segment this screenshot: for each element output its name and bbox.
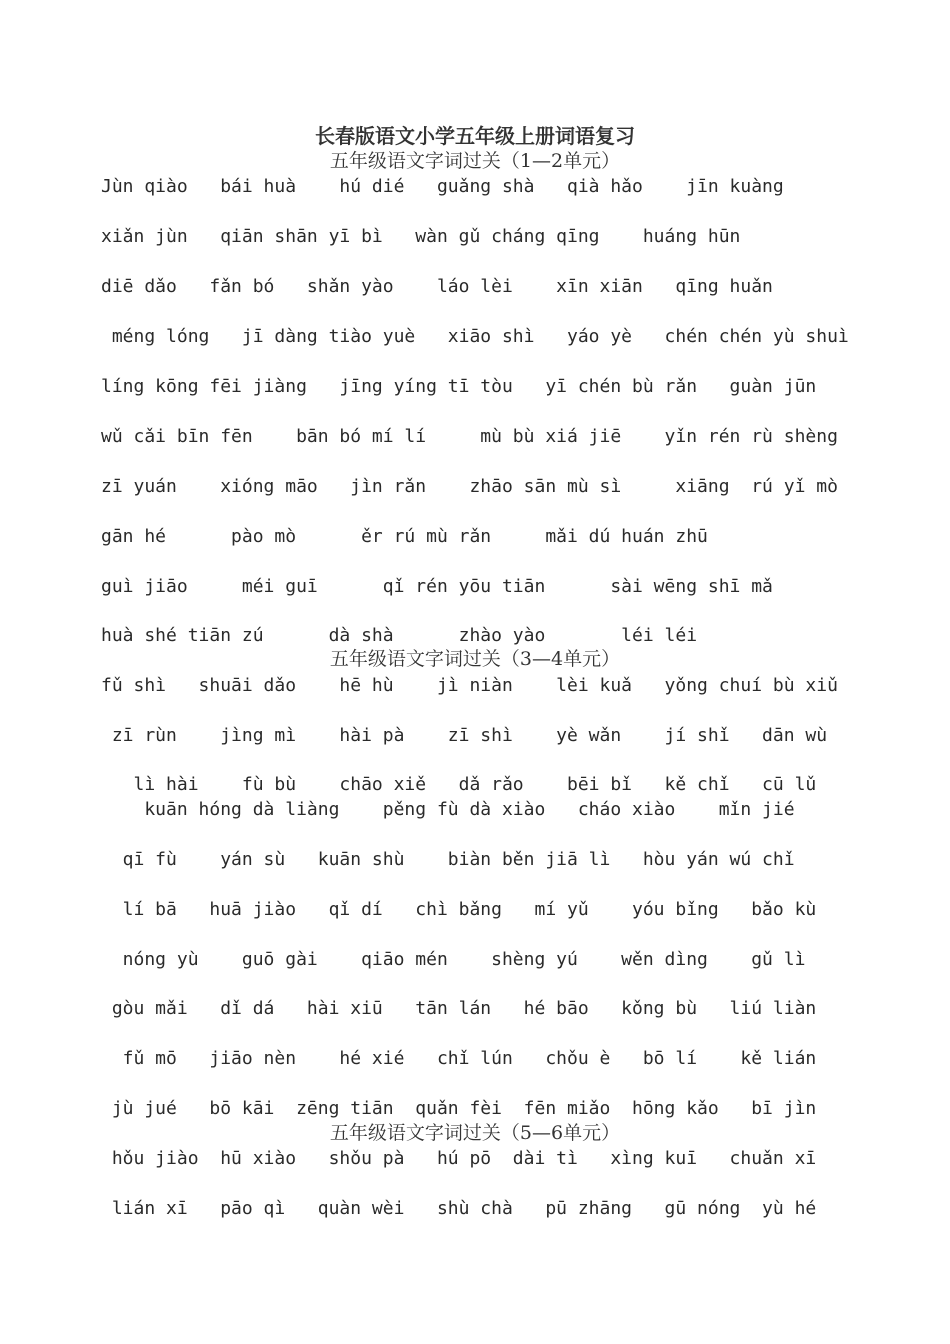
pinyin-line: fǔ mō jiāo nèn hé xié chǐ lún chǒu è bō lí kě lián (101, 1048, 817, 1069)
pinyin-line: zī rùn jìng mì hài pà zī shì yè wǎn jí shǐ dān wù (101, 725, 828, 746)
pinyin-line: hǒu jiào hū xiào shǒu pà hú pō dài tì xìng kuī chuǎn xī (101, 1148, 817, 1169)
pinyin-line: zī yuán xióng māo jìn rǎn zhāo sān mù sì xiāng rú yǐ mò (101, 476, 838, 497)
pinyin-line: lì hài fù bù chāo xiě dǎ rǎo bēi bǐ kě chǐ cū lǔ (101, 774, 817, 795)
pinyin-line: nóng yù guō gài qiāo mén shèng yú wěn dìng gǔ lì (101, 949, 806, 970)
pinyin-line: xiǎn jùn qiān shān yī bì wàn gǔ cháng qīng huáng hūn (101, 226, 741, 247)
section-heading-1: 五年级语文字词过关（1—2单元） (329, 150, 621, 172)
pinyin-line: fǔ shì shuāi dǎo hē hù jì niàn lèi kuǎ yǒng chuí bù xiǔ (101, 675, 838, 696)
pinyin-line: diē dǎo fǎn bó shǎn yào láo lèi xīn xiān qīng huǎn (101, 276, 773, 297)
pinyin-line: kuān hóng dà liàng pěng fù dà xiào cháo xiào mǐn jié (101, 799, 795, 820)
pinyin-line: líng kōng fēi jiàng jīng yíng tī tòu yī chén bù rǎn guàn jūn (101, 376, 817, 397)
pinyin-line: guì jiāo méi guī qǐ rén yōu tiān sài wēng shī mǎ (101, 576, 773, 597)
pinyin-line: huà shé tiān zú dà shà zhào yào léi léi (101, 625, 698, 646)
pinyin-line: wǔ cǎi bīn fēn bān bó mí lí mù bù xiá jiē yǐn rén rù shèng (101, 426, 838, 447)
document-title: 长春版语文小学五年级上册词语复习 (315, 124, 635, 148)
pinyin-line: lián xī pāo qì quàn wèi shù chà pū zhāng gū nóng yù hé (101, 1198, 817, 1219)
pinyin-line: lí bā huā jiào qǐ dí chì bǎng mí yǔ yóu bǐng bǎo kù (101, 899, 817, 920)
pinyin-line: jù jué bō kāi zēng tiān quǎn fèi fēn miǎo hōng kǎo bī jìn (101, 1098, 817, 1119)
section-heading-3: 五年级语文字词过关（5—6单元） (329, 1122, 621, 1144)
section-heading-2: 五年级语文字词过关（3—4单元） (329, 648, 621, 670)
pinyin-line: gòu mǎi dǐ dá hài xiū tān lán hé bāo kǒng bù liú liàn (101, 998, 817, 1019)
pinyin-line: qī fù yán sù kuān shù biàn běn jiā lì hòu yán wú chǐ (101, 849, 795, 870)
pinyin-line: méng lóng jī dàng tiào yuè xiāo shì yáo yè chén chén yù shuì (101, 326, 849, 347)
pinyin-line: Jùn qiào bái huà hú dié guǎng shà qià hǎo jīn kuàng (101, 176, 784, 197)
pinyin-line: gān hé pào mò ěr rú mù rǎn mǎi dú huán zhū (101, 526, 708, 547)
